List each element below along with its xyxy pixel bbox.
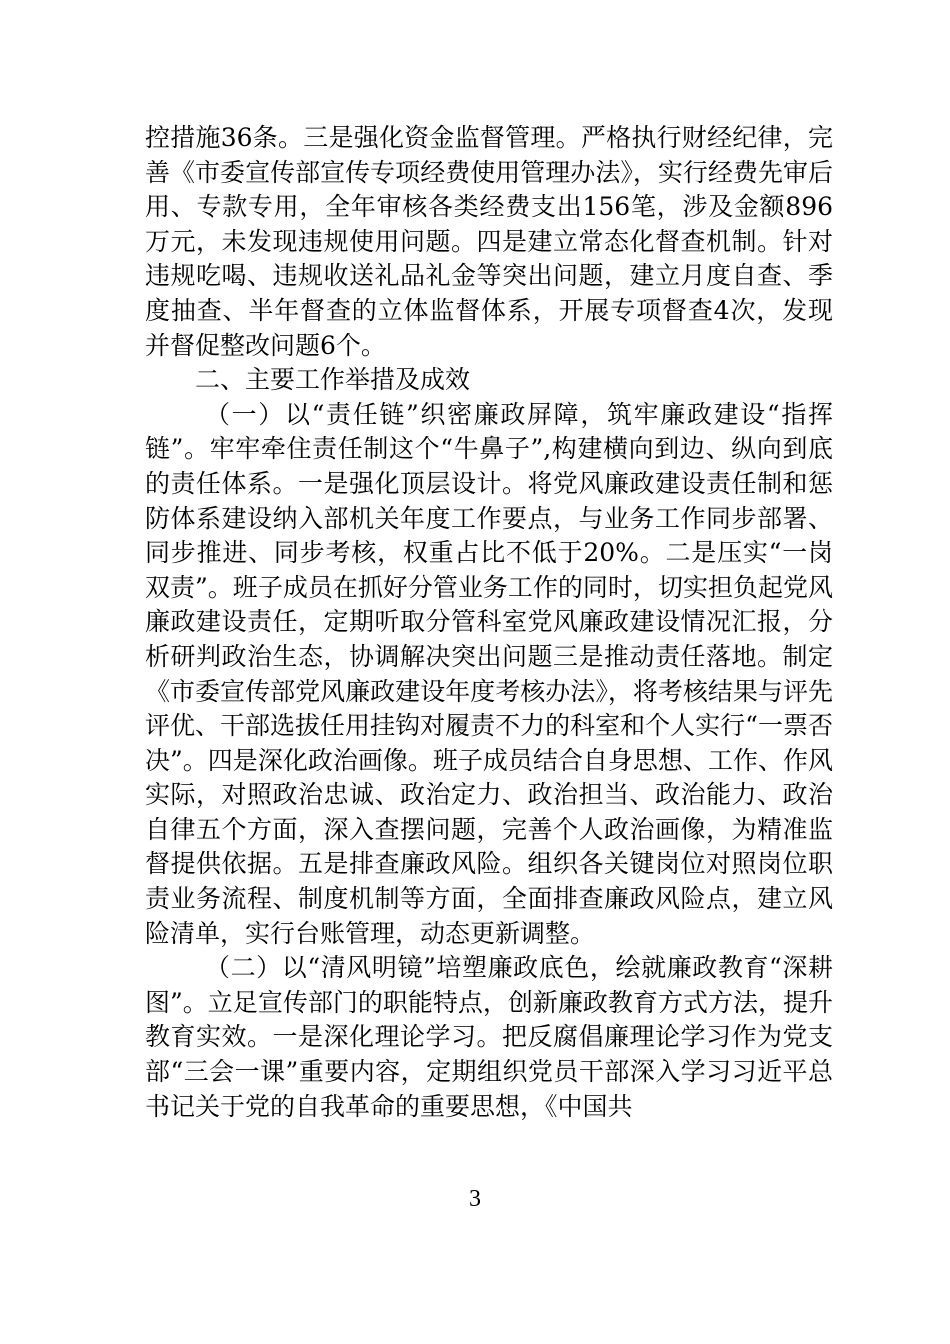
section-heading: 二、主要工作举措及成效 bbox=[195, 365, 471, 395]
paragraph-integrity-education: （二）以“清风明镜”培塑廉政底色，绘就廉政教育“深耕图”。立足宣传部门的职能特点，创新廉政教育方式方法，提升教育实效。一是深化理论学习。把反腐倡廉理论学习作为党支部“三会一课”重要内容，定期组织党员干部深入学习习近平总书记关于党的自我革命的重要思想，《中国共 bbox=[145, 953, 833, 1121]
page-number: 3 bbox=[469, 1186, 481, 1212]
paragraph-continuation: 控措施36条。三是强化资金监督管理。严格执行财经纪律，完善《市委宣传部宣传专项经费使用管理办法》，实行经费先审后用、专款专用，全年审核各类经费支出156笔，涉及金额896万元，未发现违规使用问题。四是建立常态化督查机制。针对违规吃喝、违规收送礼品礼金等突出问题，建立月度自查、季度抽查、半年督查的立体监督体系，开展专项督查4次，发现并督促整改问题6个。 bbox=[145, 123, 833, 360]
paragraph-responsibility-chain: （一）以“责任链”织密廉政屏障，筑牢廉政建设“指挥链”。牢牢牵住责任制这个“牛鼻子”,构建横向到边、纵向到底的责任体系。一是强化顶层设计。将党风廉政建设责任制和惩防体系建设纳入部机关年度工作要点，与业务工作同步部署、同步推进、同步考核，权重占比不低于20%。二是压实“一岗双责”。班子成员在抓好分管业务工作的同时，切实担负起党风廉政建设责任，定期听取分管科室党风廉政建设情况汇报，分析研判政治生态，协调解决突出问题三是推动责任落地。制定《市委宣传部党风廉政建设年度考核办法》，将考核结果与评先评优、干部选拔任用挂钩对履责不力的科室和个人实行“一票否决”。四是深化政治画像。班子成员结合自身思想、工作、作风实际，对照政治忠诚、政治定力、政治担当、政治能力、政治自律五个方面，深入查摆问题，完善个人政治画像，为精准监督提供依据。五是排查廉政风险。组织各关键岗位对照岗位职责业务流程、制度机制等方面，全面排查廉政风险点，建立风险清单，实行台账管理，动态更新调整。 bbox=[145, 399, 833, 948]
document-body bbox=[145, 121, 833, 1124]
